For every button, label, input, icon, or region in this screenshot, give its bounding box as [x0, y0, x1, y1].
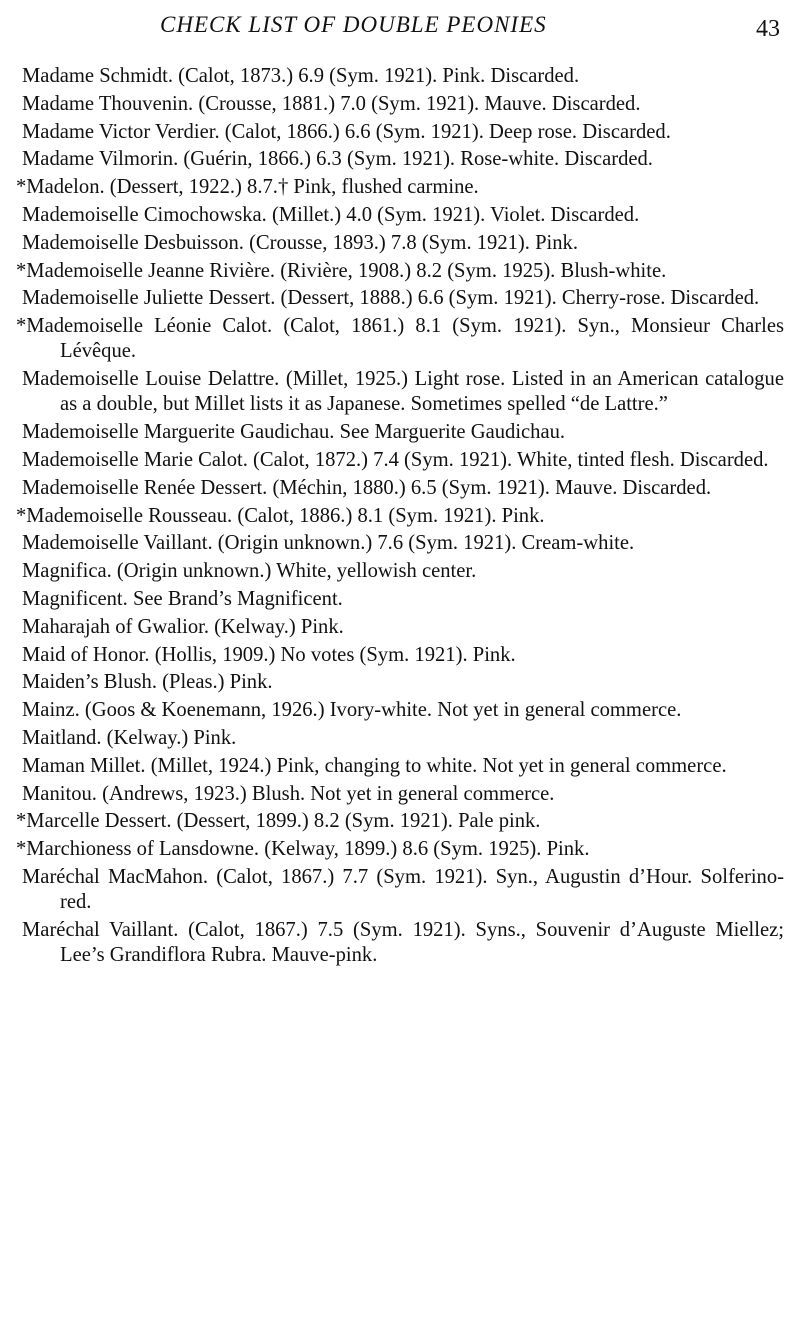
entry-text: Manitou. (Andrews, 1923.) Blush. Not yet in general commerce.: [22, 782, 555, 805]
entry-text: Maid of Honor. (Hollis, 1909.) No votes (Sym. 1921). Pink.: [22, 643, 516, 666]
list-entry: [16, 476, 784, 501]
entry-text: Madame Schmidt. (Calot, 1873.) 6.9 (Sym. 1921). Pink. Discarded.: [22, 65, 580, 87]
list-entry: [16, 643, 784, 668]
list-entry: [16, 531, 784, 556]
list-entry: [16, 448, 784, 473]
list-entry: [16, 367, 784, 417]
list-entry: [16, 918, 784, 968]
list-entry: [16, 865, 784, 915]
list-entry: [16, 809, 784, 834]
entry-text: Mademoiselle Renée Dessert. (Méchin, 1880.) 6.5 (Sym. 1921). Mauve. Discarded.: [22, 476, 712, 499]
list-entry: [16, 698, 784, 723]
entry-text: Mademoiselle Louise Delattre. (Millet, 1925.) Light rose. Listed in an American catalogue as a double, but Millet lists it as Japanese. Sometimes spelled “de Lattre.”: [22, 368, 784, 416]
entry-text: Madame Vilmorin. (Guérin, 1866.) 6.3 (Sym. 1921). Rose-white. Discarded.: [22, 148, 653, 171]
list-entry: [16, 203, 784, 228]
entry-text: Mademoiselle Rousseau. (Calot, 1886.) 8.1 (Sym. 1921). Pink.: [26, 504, 545, 527]
entry-text: Maharajah of Gwalior. (Kelway.) Pink.: [22, 615, 344, 638]
entry-text: Mainz. (Goos & Koenemann, 1926.) Ivory-white. Not yet in general commerce.: [22, 699, 682, 722]
entry-text: Mademoiselle Jeanne Rivière. (Rivière, 1908.) 8.2 (Sym. 1925). Blush-white.: [26, 259, 667, 282]
running-title: CHECK LIST OF DOUBLE PEONIES: [160, 12, 547, 37]
list-entry: [16, 286, 784, 311]
star-marker: *: [16, 504, 27, 527]
list-entry: [16, 120, 784, 145]
entry-text: Madelon. (Dessert, 1922.) 8.7.† Pink, flushed carmine.: [26, 176, 479, 199]
entry-text: Mademoiselle Léonie Calot. (Calot, 1861.) 8.1 (Sym. 1921). Syn., Monsieur Charles Lévêque.: [26, 315, 784, 363]
entry-text: Mademoiselle Desbuisson. (Crousse, 1893.) 7.8 (Sym. 1921). Pink.: [22, 231, 579, 254]
list-entry: [16, 420, 784, 445]
list-entry: [16, 726, 784, 751]
list-entry: [16, 670, 784, 695]
list-entry: [16, 615, 784, 640]
list-entry: [16, 559, 784, 584]
entry-text: Mademoiselle Cimochowska. (Millet.) 4.0 (Sym. 1921). Violet. Discarded.: [22, 203, 640, 226]
list-entry: [16, 259, 784, 284]
entry-text: Magnifica. (Origin unknown.) White, yellowish center.: [22, 560, 477, 583]
list-entry: [16, 64, 784, 89]
entry-text: Mademoiselle Vaillant. (Origin unknown.) 7.6 (Sym. 1921). Cream-white.: [22, 532, 635, 555]
star-marker: *: [16, 315, 27, 338]
page-header: [0, 10, 800, 50]
list-entry: [16, 587, 784, 612]
list-entry: [16, 231, 784, 256]
entry-text: Maiden’s Blush. (Pleas.) Pink.: [22, 671, 273, 694]
list-entry: [16, 837, 784, 862]
list-entry: [16, 314, 784, 364]
entry-text: Maitland. (Kelway.) Pink.: [22, 726, 237, 749]
page-number: 43: [756, 16, 780, 42]
star-marker: *: [16, 810, 27, 833]
entry-text: Marchioness of Lansdowne. (Kelway, 1899.) 8.6 (Sym. 1925). Pink.: [26, 838, 590, 861]
entry-text: Maréchal Vaillant. (Calot, 1867.) 7.5 (Sym. 1921). Syns., Souvenir d’Auguste Miellez; Lee’s Grandiflora Rubra. Mauve-pink.: [22, 918, 784, 967]
entry-text: Mademoiselle Marie Calot. (Calot, 1872.) 7.4 (Sym. 1921). White, tinted flesh. Discarded.: [22, 448, 769, 471]
entry-text: Marcelle Dessert. (Dessert, 1899.) 8.2 (Sym. 1921). Pale pink.: [26, 810, 541, 833]
star-marker: *: [16, 176, 27, 199]
list-entry: [16, 92, 784, 117]
entry-text: Madame Victor Verdier. (Calot, 1866.) 6.6 (Sym. 1921). Deep rose. Discarded.: [22, 120, 671, 143]
entry-text: Magnificent. See Brand’s Magnificent.: [22, 587, 343, 610]
list-entry: [16, 782, 784, 807]
star-marker: *: [16, 259, 27, 282]
entry-list: [16, 64, 784, 971]
list-entry: [16, 175, 784, 200]
entry-text: Madame Thouvenin. (Crousse, 1881.) 7.0 (Sym. 1921). Mauve. Discarded.: [22, 92, 641, 115]
list-entry: [16, 754, 784, 779]
entry-text: Mademoiselle Juliette Dessert. (Dessert, 1888.) 6.6 (Sym. 1921). Cherry-rose. Discarded.: [22, 287, 760, 310]
star-marker: *: [16, 838, 27, 861]
entry-text: Maréchal MacMahon. (Calot, 1867.) 7.7 (Sym. 1921). Syn., Augustin d’Hour. Solferino-red.: [22, 865, 784, 914]
list-entry: [16, 147, 784, 172]
list-entry: [16, 504, 784, 529]
entry-text: Maman Millet. (Millet, 1924.) Pink, changing to white. Not yet in general commerce.: [22, 754, 727, 777]
entry-text: Mademoiselle Marguerite Gaudichau. See Marguerite Gaudichau.: [22, 421, 566, 444]
